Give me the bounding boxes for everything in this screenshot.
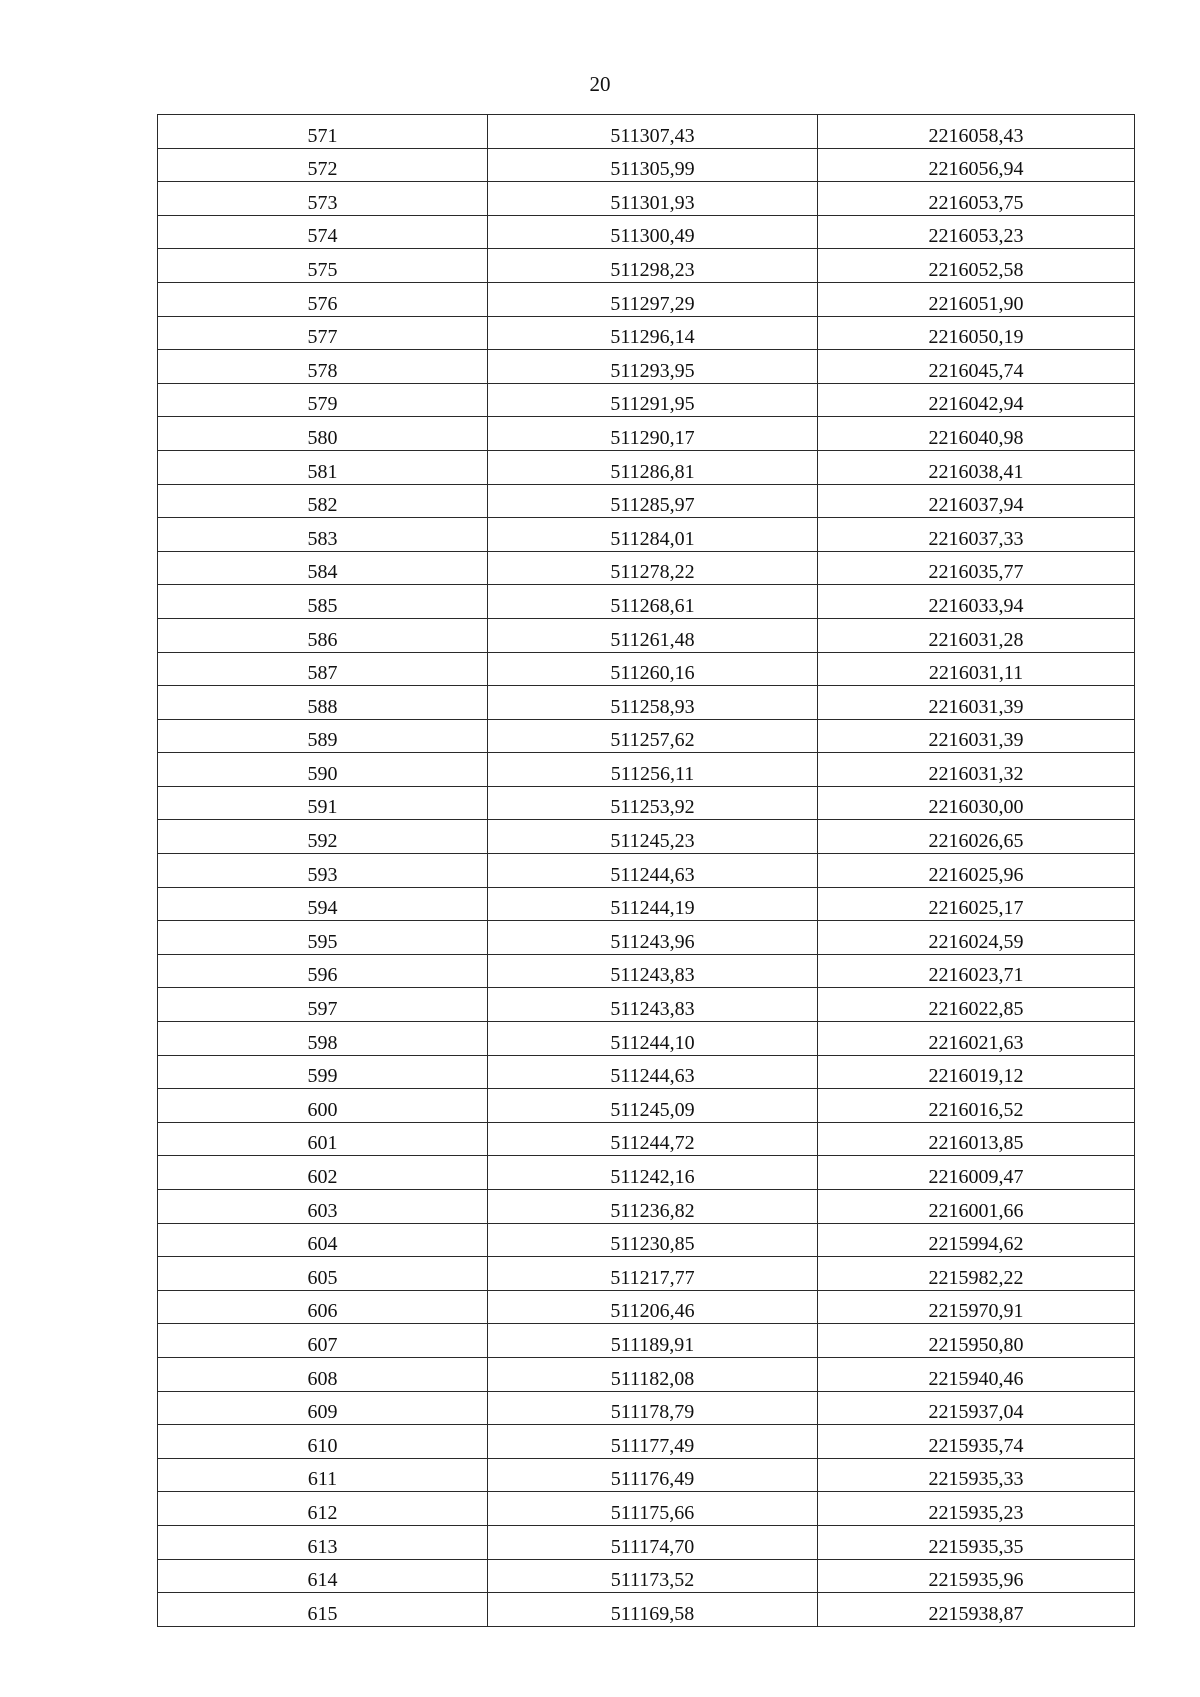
y-coordinate-cell: 2216033,94: [818, 585, 1135, 619]
x-coordinate-cell: 511253,92: [488, 786, 818, 820]
x-coordinate-cell: 511243,83: [488, 988, 818, 1022]
coordinates-table-body: [158, 115, 1135, 1627]
table-row: [158, 484, 1135, 518]
point-number-cell: 573: [158, 182, 488, 216]
point-number-cell: 609: [158, 1391, 488, 1425]
y-coordinate-cell: 2216025,17: [818, 887, 1135, 921]
x-coordinate-cell: 511291,95: [488, 383, 818, 417]
x-coordinate-cell: 511243,83: [488, 954, 818, 988]
x-coordinate-cell: 511256,11: [488, 753, 818, 787]
point-number-cell: 581: [158, 450, 488, 484]
table-row: [158, 1022, 1135, 1056]
point-number-cell: 604: [158, 1223, 488, 1257]
y-coordinate-cell: 2216040,98: [818, 417, 1135, 451]
y-coordinate-cell: 2215940,46: [818, 1357, 1135, 1391]
x-coordinate-cell: 511284,01: [488, 518, 818, 552]
point-number-cell: 583: [158, 518, 488, 552]
table-row: [158, 753, 1135, 787]
point-number-cell: 599: [158, 1055, 488, 1089]
x-coordinate-cell: 511244,63: [488, 1055, 818, 1089]
x-coordinate-cell: 511305,99: [488, 148, 818, 182]
y-coordinate-cell: 2216016,52: [818, 1089, 1135, 1123]
table-row: [158, 551, 1135, 585]
x-coordinate-cell: 511245,23: [488, 820, 818, 854]
x-coordinate-cell: 511278,22: [488, 551, 818, 585]
table-row: [158, 1492, 1135, 1526]
table-row: [158, 786, 1135, 820]
table-row: [158, 1391, 1135, 1425]
x-coordinate-cell: 511297,29: [488, 282, 818, 316]
table-row: [158, 182, 1135, 216]
x-coordinate-cell: 511189,91: [488, 1324, 818, 1358]
point-number-cell: 589: [158, 719, 488, 753]
table-row: [158, 215, 1135, 249]
table-row: [158, 1122, 1135, 1156]
point-number-cell: 595: [158, 921, 488, 955]
y-coordinate-cell: 2215950,80: [818, 1324, 1135, 1358]
x-coordinate-cell: 511268,61: [488, 585, 818, 619]
x-coordinate-cell: 511244,72: [488, 1122, 818, 1156]
point-number-cell: 571: [158, 115, 488, 149]
y-coordinate-cell: 2216031,39: [818, 686, 1135, 720]
y-coordinate-cell: 2215935,33: [818, 1458, 1135, 1492]
table-row: [158, 585, 1135, 619]
x-coordinate-cell: 511230,85: [488, 1223, 818, 1257]
y-coordinate-cell: 2216042,94: [818, 383, 1135, 417]
coordinates-table: [157, 114, 1135, 1627]
point-number-cell: 582: [158, 484, 488, 518]
point-number-cell: 615: [158, 1593, 488, 1627]
point-number-cell: 600: [158, 1089, 488, 1123]
table-row: [158, 1324, 1135, 1358]
table-row: [158, 1156, 1135, 1190]
table-row: [158, 282, 1135, 316]
point-number-cell: 596: [158, 954, 488, 988]
table-row: [158, 854, 1135, 888]
point-number-cell: 614: [158, 1559, 488, 1593]
y-coordinate-cell: 2216021,63: [818, 1022, 1135, 1056]
y-coordinate-cell: 2216058,43: [818, 115, 1135, 149]
table-row: [158, 954, 1135, 988]
y-coordinate-cell: 2215938,87: [818, 1593, 1135, 1627]
table-row: [158, 887, 1135, 921]
table-row: [158, 820, 1135, 854]
y-coordinate-cell: 2216045,74: [818, 350, 1135, 384]
y-coordinate-cell: 2216026,65: [818, 820, 1135, 854]
point-number-cell: 593: [158, 854, 488, 888]
y-coordinate-cell: 2216053,75: [818, 182, 1135, 216]
point-number-cell: 611: [158, 1458, 488, 1492]
table-row: [158, 417, 1135, 451]
y-coordinate-cell: 2216038,41: [818, 450, 1135, 484]
table-row: [158, 618, 1135, 652]
table-row: [158, 1458, 1135, 1492]
table-row: [158, 1223, 1135, 1257]
table-row: [158, 518, 1135, 552]
y-coordinate-cell: 2215935,74: [818, 1425, 1135, 1459]
table-row: [158, 1257, 1135, 1291]
table-row: [158, 1089, 1135, 1123]
x-coordinate-cell: 511244,10: [488, 1022, 818, 1056]
point-number-cell: 598: [158, 1022, 488, 1056]
point-number-cell: 592: [158, 820, 488, 854]
y-coordinate-cell: 2216023,71: [818, 954, 1135, 988]
y-coordinate-cell: 2216031,39: [818, 719, 1135, 753]
point-number-cell: 606: [158, 1290, 488, 1324]
x-coordinate-cell: 511257,62: [488, 719, 818, 753]
point-number-cell: 584: [158, 551, 488, 585]
table-row: [158, 450, 1135, 484]
y-coordinate-cell: 2216031,11: [818, 652, 1135, 686]
point-number-cell: 602: [158, 1156, 488, 1190]
y-coordinate-cell: 2215935,23: [818, 1492, 1135, 1526]
y-coordinate-cell: 2216009,47: [818, 1156, 1135, 1190]
x-coordinate-cell: 511173,52: [488, 1559, 818, 1593]
point-number-cell: 613: [158, 1525, 488, 1559]
table-row: [158, 921, 1135, 955]
table-row: [158, 988, 1135, 1022]
table-row: [158, 1055, 1135, 1089]
table-row: [158, 350, 1135, 384]
x-coordinate-cell: 511236,82: [488, 1190, 818, 1224]
point-number-cell: 591: [158, 786, 488, 820]
x-coordinate-cell: 511296,14: [488, 316, 818, 350]
table-row: [158, 1525, 1135, 1559]
table-row: [158, 1559, 1135, 1593]
table-row: [158, 1190, 1135, 1224]
x-coordinate-cell: 511286,81: [488, 450, 818, 484]
point-number-cell: 597: [158, 988, 488, 1022]
x-coordinate-cell: 511174,70: [488, 1525, 818, 1559]
y-coordinate-cell: 2215994,62: [818, 1223, 1135, 1257]
point-number-cell: 577: [158, 316, 488, 350]
y-coordinate-cell: 2215935,96: [818, 1559, 1135, 1593]
table-row: [158, 383, 1135, 417]
x-coordinate-cell: 511206,46: [488, 1290, 818, 1324]
y-coordinate-cell: 2216013,85: [818, 1122, 1135, 1156]
point-number-cell: 578: [158, 350, 488, 384]
y-coordinate-cell: 2215982,22: [818, 1257, 1135, 1291]
table-row: [158, 1357, 1135, 1391]
x-coordinate-cell: 511300,49: [488, 215, 818, 249]
x-coordinate-cell: 511244,19: [488, 887, 818, 921]
y-coordinate-cell: 2216022,85: [818, 988, 1135, 1022]
y-coordinate-cell: 2215937,04: [818, 1391, 1135, 1425]
table-row: [158, 148, 1135, 182]
table-row: [158, 316, 1135, 350]
point-number-cell: 588: [158, 686, 488, 720]
page-number: 20: [589, 72, 611, 96]
point-number-cell: 605: [158, 1257, 488, 1291]
point-number-cell: 601: [158, 1122, 488, 1156]
table-row: [158, 686, 1135, 720]
point-number-cell: 586: [158, 618, 488, 652]
point-number-cell: 585: [158, 585, 488, 619]
x-coordinate-cell: 511290,17: [488, 417, 818, 451]
point-number-cell: 612: [158, 1492, 488, 1526]
point-number-cell: 608: [158, 1357, 488, 1391]
point-number-cell: 594: [158, 887, 488, 921]
x-coordinate-cell: 511301,93: [488, 182, 818, 216]
x-coordinate-cell: 511258,93: [488, 686, 818, 720]
x-coordinate-cell: 511178,79: [488, 1391, 818, 1425]
x-coordinate-cell: 511293,95: [488, 350, 818, 384]
point-number-cell: 587: [158, 652, 488, 686]
x-coordinate-cell: 511243,96: [488, 921, 818, 955]
point-number-cell: 580: [158, 417, 488, 451]
y-coordinate-cell: 2216052,58: [818, 249, 1135, 283]
point-number-cell: 610: [158, 1425, 488, 1459]
x-coordinate-cell: 511298,23: [488, 249, 818, 283]
x-coordinate-cell: 511260,16: [488, 652, 818, 686]
table-row: [158, 115, 1135, 149]
x-coordinate-cell: 511244,63: [488, 854, 818, 888]
y-coordinate-cell: 2216050,19: [818, 316, 1135, 350]
x-coordinate-cell: 511175,66: [488, 1492, 818, 1526]
table-row: [158, 249, 1135, 283]
y-coordinate-cell: 2216031,28: [818, 618, 1135, 652]
x-coordinate-cell: 511177,49: [488, 1425, 818, 1459]
y-coordinate-cell: 2216056,94: [818, 148, 1135, 182]
point-number-cell: 574: [158, 215, 488, 249]
y-coordinate-cell: 2215935,35: [818, 1525, 1135, 1559]
y-coordinate-cell: 2216051,90: [818, 282, 1135, 316]
y-coordinate-cell: 2216053,23: [818, 215, 1135, 249]
x-coordinate-cell: 511169,58: [488, 1593, 818, 1627]
y-coordinate-cell: 2216019,12: [818, 1055, 1135, 1089]
table-row: [158, 719, 1135, 753]
point-number-cell: 572: [158, 148, 488, 182]
y-coordinate-cell: 2216037,94: [818, 484, 1135, 518]
x-coordinate-cell: 511182,08: [488, 1357, 818, 1391]
y-coordinate-cell: 2215970,91: [818, 1290, 1135, 1324]
point-number-cell: 576: [158, 282, 488, 316]
y-coordinate-cell: 2216035,77: [818, 551, 1135, 585]
point-number-cell: 590: [158, 753, 488, 787]
table-row: [158, 1593, 1135, 1627]
point-number-cell: 603: [158, 1190, 488, 1224]
y-coordinate-cell: 2216001,66: [818, 1190, 1135, 1224]
y-coordinate-cell: 2216024,59: [818, 921, 1135, 955]
y-coordinate-cell: 2216030,00: [818, 786, 1135, 820]
x-coordinate-cell: 511176,49: [488, 1458, 818, 1492]
point-number-cell: 607: [158, 1324, 488, 1358]
table-row: [158, 652, 1135, 686]
point-number-cell: 575: [158, 249, 488, 283]
x-coordinate-cell: 511245,09: [488, 1089, 818, 1123]
x-coordinate-cell: 511307,43: [488, 115, 818, 149]
x-coordinate-cell: 511242,16: [488, 1156, 818, 1190]
y-coordinate-cell: 2216031,32: [818, 753, 1135, 787]
point-number-cell: 579: [158, 383, 488, 417]
x-coordinate-cell: 511261,48: [488, 618, 818, 652]
y-coordinate-cell: 2216037,33: [818, 518, 1135, 552]
table-row: [158, 1425, 1135, 1459]
y-coordinate-cell: 2216025,96: [818, 854, 1135, 888]
x-coordinate-cell: 511217,77: [488, 1257, 818, 1291]
table-row: [158, 1290, 1135, 1324]
x-coordinate-cell: 511285,97: [488, 484, 818, 518]
